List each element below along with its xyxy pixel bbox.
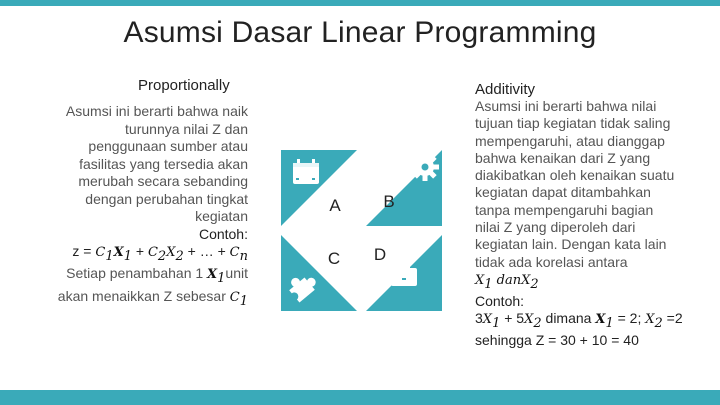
formula-prefix: z = — [72, 243, 96, 259]
proportionally-line: fasilitas yang tersedia akan — [79, 155, 248, 172]
additivity-line: mempengaruhi, atau dianggap — [475, 132, 665, 149]
additivity-line: diakibatkan oleh kenaikan suatu — [475, 167, 675, 184]
increase-post: unit — [225, 265, 248, 282]
example-x1-sub: 1 — [492, 316, 501, 332]
additivity-line: bahwa kenaikan dari Z yang — [475, 149, 651, 166]
gear-icon — [411, 153, 439, 181]
vars-dan: dan — [492, 272, 522, 288]
formula-x1-sub: 1 — [123, 248, 132, 264]
additivity-line: tujuan tiap kegiatan tidak saling — [475, 115, 671, 132]
formula-plus: + — [132, 243, 148, 259]
tile-d-label: D — [373, 245, 387, 264]
formula-cn-sub: n — [239, 248, 248, 264]
additivity-line: nilai Z yang diperoleh dari — [475, 219, 636, 236]
formula-plus-ellipsis: + … + — [183, 243, 230, 259]
formula-x2: X — [166, 245, 176, 260]
vars-x1-sub: 1 — [484, 276, 493, 292]
example-x2b-sub: 2 — [654, 316, 663, 332]
increase-x: X — [207, 267, 218, 283]
tile-a-label: A — [329, 196, 341, 215]
proportionally-line: Asumsi ini berarti bahwa naik — [65, 103, 248, 119]
proportionally-line: turunnya nilai Z dan — [125, 120, 248, 137]
formula-c2: C — [147, 245, 158, 260]
additivity-line: tidak ada korelasi antara — [475, 253, 628, 270]
slide-title: Asumsi Dasar Linear Programming — [123, 16, 597, 49]
formula-c2-sub: 2 — [157, 248, 167, 264]
last-line-pre: akan menaikkan Z sebesar — [57, 287, 230, 304]
proportionally-line: kegiatan — [195, 208, 248, 224]
example-x2: X — [524, 312, 534, 328]
bottom-accent-bar — [0, 390, 720, 405]
example-eq1: = 2; — [613, 310, 646, 327]
proportionally-example-label: Contoh: — [198, 225, 248, 242]
tile-c-label: C — [327, 249, 341, 268]
example-pre: 3 — [475, 310, 483, 327]
example-dimana: dimana — [541, 310, 596, 327]
tile-a — [281, 150, 357, 226]
tile-b-label: B — [383, 192, 395, 211]
additivity-body — [475, 98, 705, 350]
example-x2b: X — [645, 312, 655, 328]
additivity-line: kegiatan dapat ditambahkan — [475, 184, 651, 201]
formula-x1: X — [113, 245, 124, 260]
increase-pre: Setiap penambahan 1 — [66, 265, 208, 282]
additivity-example-label: Contoh: — [475, 293, 525, 310]
additivity-vars-line — [475, 271, 705, 293]
increase-x-sub: 1 — [217, 271, 226, 287]
example-mid: + 5 — [500, 310, 525, 327]
additivity-result-line: sehingga Z = 30 + 10 = 40 — [475, 332, 639, 349]
last-line-c-sub: 1 — [239, 293, 248, 309]
vars-x2-sub: 2 — [530, 276, 539, 292]
additivity-line: tanpa mempengaruhi bagian — [475, 201, 654, 218]
vars-x1: X — [475, 272, 485, 288]
proportionally-heading: Proportionally — [138, 77, 230, 94]
last-line-c: C — [229, 289, 240, 305]
example-eq2: =2 — [662, 310, 683, 327]
additivity-example-line — [475, 310, 705, 332]
additivity-heading: Additivity — [475, 81, 536, 98]
example-x2-sub: 2 — [533, 316, 542, 332]
formula-c1: C — [95, 245, 106, 260]
formula-cn: C — [229, 245, 240, 260]
additivity-line: kegiatan lain. Dengan kata lain — [475, 236, 667, 253]
formula-c1-sub: 1 — [105, 248, 114, 264]
example-x1b: X — [595, 312, 606, 328]
proportionally-line: dengan perubahan tingkat — [85, 190, 248, 207]
additivity-line: Asumsi ini berarti bahwa nilai — [475, 98, 657, 114]
formula-x2-sub: 2 — [175, 248, 184, 264]
vars-x2: X — [521, 272, 531, 288]
proportionally-line: merubah secara sebanding — [78, 173, 248, 189]
example-x1b-sub: 1 — [605, 316, 614, 332]
proportionally-line: penggunaan sumber atau — [88, 138, 248, 154]
example-x1: X — [482, 312, 493, 328]
